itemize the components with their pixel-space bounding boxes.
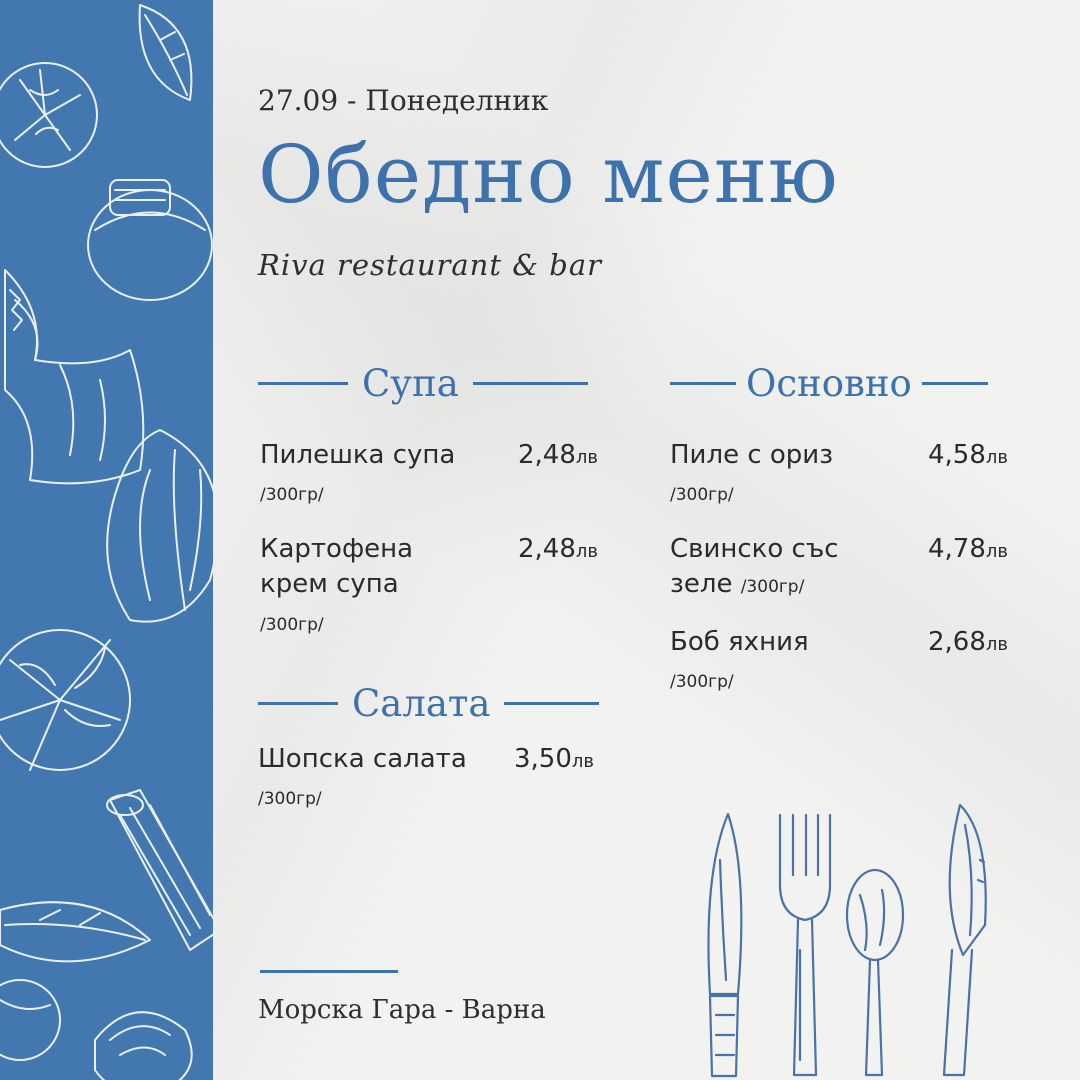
restaurant-name: Riva restaurant & bar (258, 248, 602, 282)
item-name-line1: Свинско със (670, 534, 839, 564)
penne-icon (107, 790, 213, 950)
section-main-heading (670, 362, 988, 405)
item-price: 2,48лв (518, 534, 599, 564)
knife-icon (708, 814, 741, 1076)
fork-icon (780, 815, 830, 1075)
item-name: Пиле с ориз (670, 440, 834, 470)
farfalle-icon (5, 270, 143, 483)
item-weight: /300гр/ (670, 672, 734, 692)
leaf-icon (140, 5, 192, 100)
item-name-line2: зеле /300гр/ (670, 569, 805, 599)
cutlery-icon (690, 800, 1010, 1080)
food-sketch-sidebar (0, 0, 213, 1080)
item-price: 4,58лв (928, 440, 1009, 470)
item-weight: /300гр/ (670, 485, 734, 505)
mushroom-icon (88, 180, 212, 300)
food-sketch-pattern-icon (0, 0, 213, 1080)
shell-pasta-icon (0, 980, 192, 1080)
divider-line (504, 702, 599, 705)
menu-date: 27.09 - Понеделник (258, 84, 549, 117)
item-name-line2: крем супа (260, 569, 399, 599)
divider-line (922, 382, 988, 385)
item-name: Пилешка супа (260, 440, 456, 470)
section-label: Салата (352, 682, 491, 725)
divider-line (473, 382, 588, 385)
basil-leaf-icon (0, 902, 150, 961)
item-name: Боб яхния (670, 627, 809, 657)
section-salad-heading (258, 682, 599, 725)
menu-title: Обедно меню (258, 128, 839, 221)
divider-line (258, 382, 348, 385)
garlic-icon (107, 430, 213, 622)
divider-line (670, 382, 736, 385)
tomato-icon (0, 63, 97, 167)
item-name: Шопска салата (258, 744, 467, 774)
item-weight: /300гр/ (260, 485, 324, 505)
footer-divider (260, 970, 398, 973)
item-weight: /300гр/ (258, 789, 322, 809)
item-weight: /300гр/ (260, 615, 324, 635)
item-price: 2,48лв (518, 440, 599, 470)
item-price: 2,68лв (928, 627, 1009, 657)
item-price: 3,50лв (514, 744, 595, 774)
item-name-line1: Картофена (260, 534, 414, 564)
footer-location: Морска Гара - Варна (258, 995, 546, 1025)
tomato-basil-icon (0, 630, 130, 770)
section-label: Супа (362, 362, 459, 405)
divider-line (258, 702, 338, 705)
section-label: Основно (746, 362, 912, 405)
knife-icon (944, 805, 986, 1075)
item-price: 4,78лв (928, 534, 1009, 564)
section-soup-heading (258, 362, 588, 405)
spoon-icon (847, 870, 903, 1075)
